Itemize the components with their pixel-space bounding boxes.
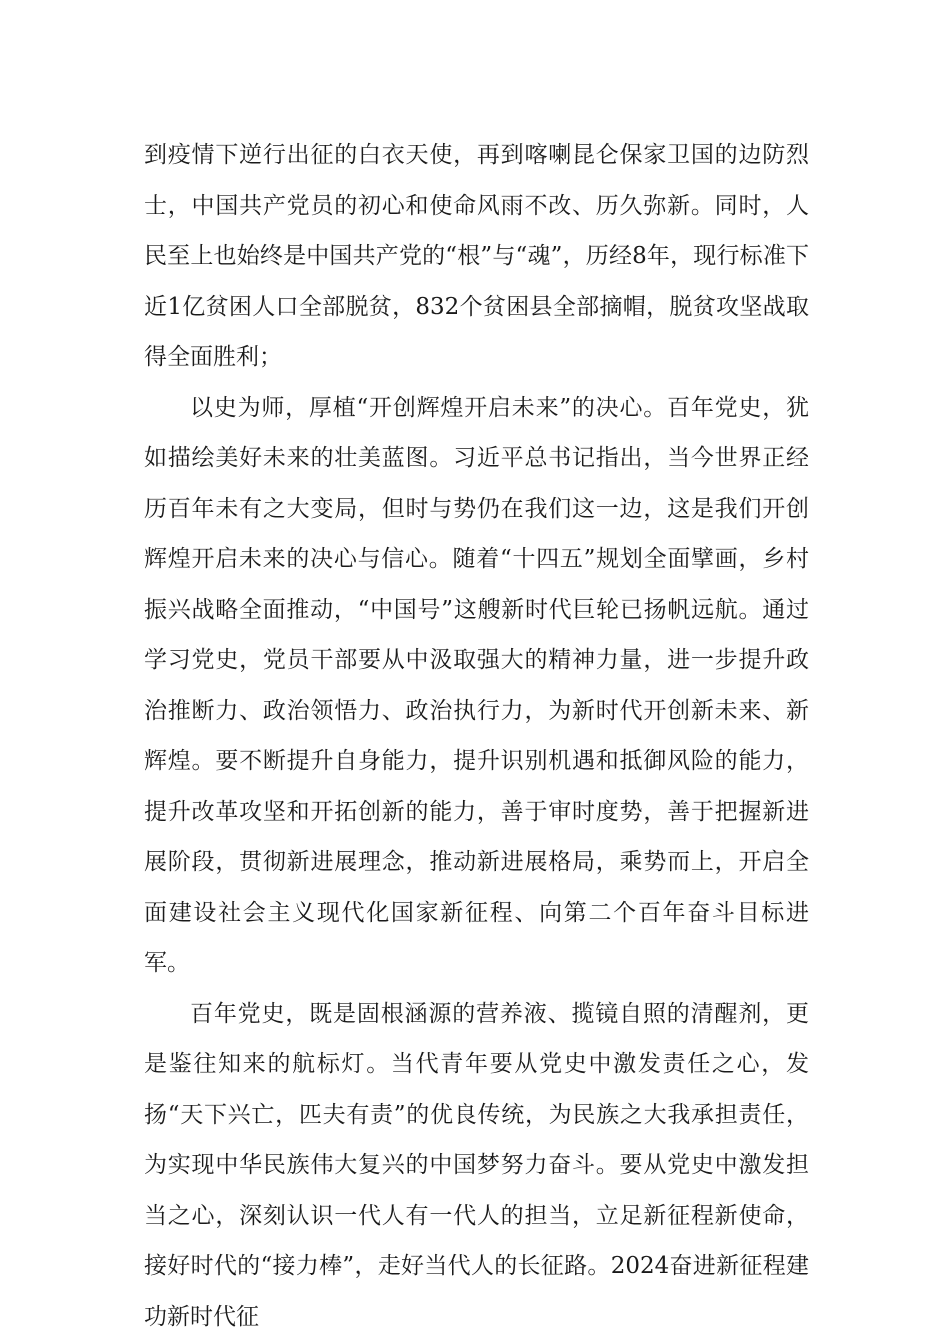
- paragraph-continuation: 到疫情下逆行出征的白衣天使，再到喀喇昆仑保家卫国的边防烈士，中国共产党员的初心和使命风雨不改、历久弥新。同时，人民至上也始终是中国共产党的“根”与“魂”，历经8年，现行标准下近1亿贫困人口全部脱贫，832个贫困县全部摘帽，脱贫攻坚战取得全面胜利；: [144, 142, 809, 370]
- paragraph-history-as-teacher: 以史为师，厚植“开创辉煌开启未来”的决心。百年党史，犹如描绘美好未来的壮美蓝图。习近平总书记指出，当今世界正经历百年未有之大变局，但时与势仍在我们这一边，这是我们开创辉煌开启未来的决心与信心。随着“十四五”规划全面擘画，乡村振兴战略全面推动，“中国号”这艘新时代巨轮已扬帆远航。通过学习党史，党员干部要从中汲取强大的精神力量，进一步提升政治推断力、政治领悟力、政治执行力，为新时代开创新未来、新辉煌。要不断提升自身能力，提升识别机遇和抵御风险的能力，提升改革攻坚和开拓创新的能力，善于审时度势，善于把握新进展阶段，贯彻新进展理念，推动新进展格局，乘势而上，开启全面建设社会主义现代化国家新征程、向第二个百年奋斗目标进军。: [144, 394, 809, 976]
- document-body: [144, 130, 809, 1342]
- paragraph-youth-responsibility: 百年党史，既是固根涵源的营养液、揽镜自照的清醒剂，更是鉴往知来的航标灯。当代青年要从党史中激发责任之心，发扬“天下兴亡，匹夫有责”的优良传统，为民族之大我承担责任，为实现中华民族伟大复兴的中国梦努力奋斗。要从党史中激发担当之心，深刻认识一代人有一代人的担当，立足新征程新使命，接好时代的“接力棒”，走好当代人的长征路。2024奋进新征程建功新时代征: [144, 1000, 809, 1330]
